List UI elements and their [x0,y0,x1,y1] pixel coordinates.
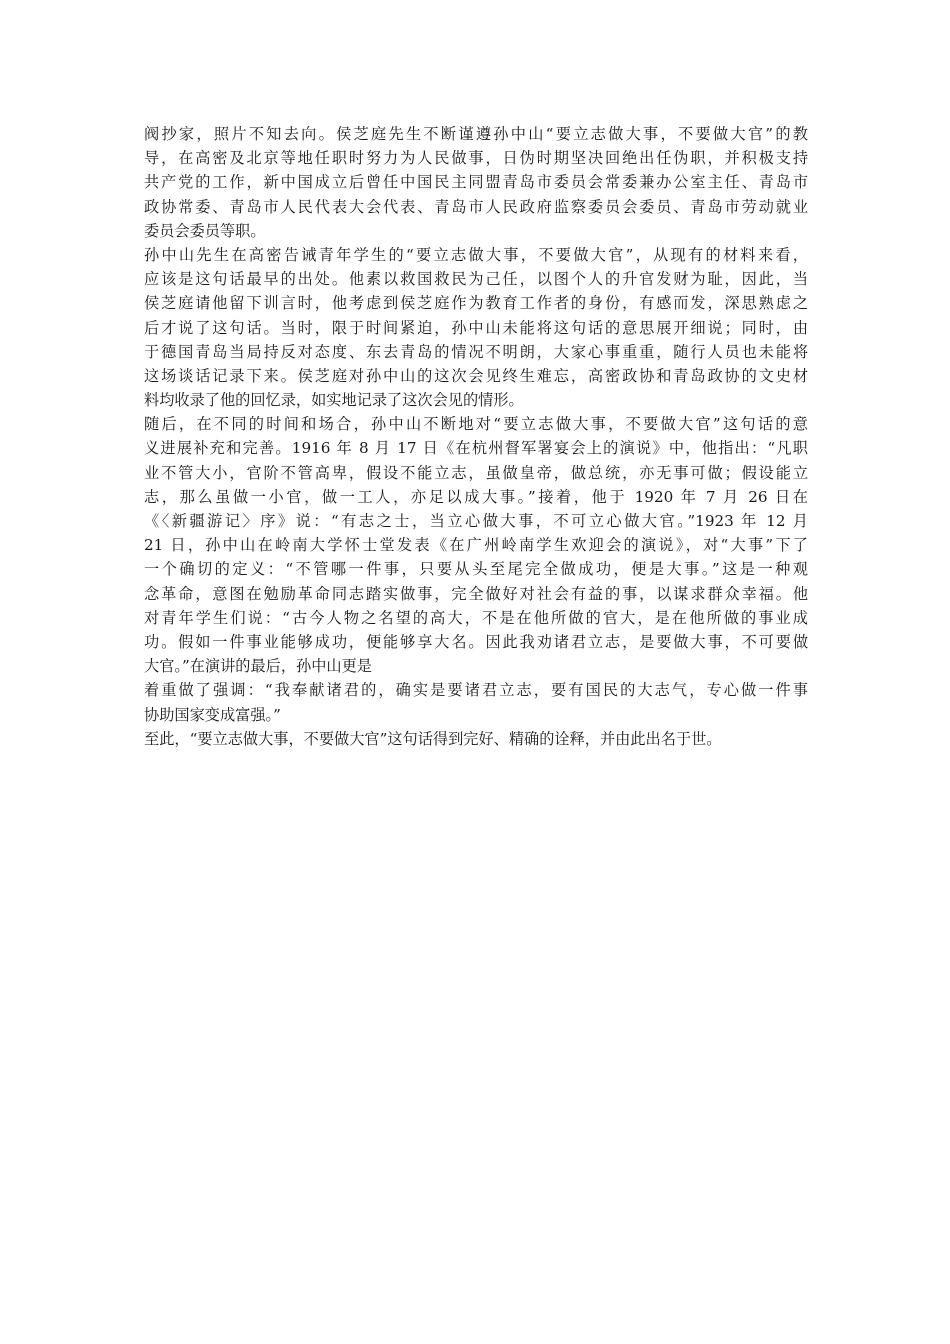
text-line: 《〈新疆游记〉序》说：“有志之士，当立心做大事，不可立心做大官。”1923 年 12 月 [144,512,808,530]
text-line: 着重做了强调：“我奉献诸君的，确实是要诸君立志，要有国民的大志气，专心做一件事 [144,681,808,700]
text-line: 至此，“要立志做大事，不要做大官”这句话得到完好、精确的诠释，并由此出名于世。 [144,729,722,748]
text-line: 侯芝庭请他留下训言时，他考虑到侯芝庭作为教育工作者的身份，有感而发，深思熟虑之 [144,294,808,313]
text-line: 政协常委、青岛市人民代表大会代表、青岛市人民政府监察委员会委员、青岛市劳动就业 [144,197,808,216]
text-line: 功。假如一件事业能够成功，便能够享大名。因此我劝诸君立志，是要做大事，不可要做 [144,632,808,651]
text-line: 义进展补充和完善。1916 年 8 月 17 日《在杭州督军署宴会上的演说》中，他指出：“凡职 [144,439,808,458]
text-line: 孙中山先生在高密告诫青年学生的“要立志做大事，不要做大官”，从现有的材料来看， [144,245,808,264]
text-line: 共产党的工作，新中国成立后曾任中国民主同盟青岛市委员会常委兼办公室主任、青岛市 [144,173,808,192]
text-line: 一个确切的定义：“不管哪一件事，只要从头至尾完全做成功，便是大事。”这是一种观 [144,560,808,579]
text-line: 协助国家变成富强。” [144,705,281,724]
text-line: 于德国青岛当局持反对态度、东去青岛的情况不明朗，大家心事重重，随行人员也未能将 [144,342,808,361]
text-line: 21 日，孙中山在岭南大学怀士堂发表《在广州岭南学生欢迎会的演说》，对“大事”下了 [144,536,808,555]
text-line: 业不管大小，官阶不管高卑，假设不能立志，虽做皇帝，做总统，亦无事可做；假设能立 [144,463,808,482]
text-line: 念革命，意图在勉励革命同志踏实做事，完全做好对社会有益的事，以谋求群众幸福。他 [144,584,808,603]
text-line: 阀抄家，照片不知去向。侯芝庭先生不断谨遵孙中山“要立志做大事，不要做大官”的教 [144,125,808,143]
text-line: 志，那么虽做一小官，做一工人，亦足以成大事。”接着，他于 1920 年 7 月 26 日在 [144,487,808,506]
text-line: 对青年学生们说：“古今人物之名望的高大，不是在他所做的官大，是在他所做的事业成 [144,608,808,627]
text-line: 导，在高密及北京等地任职时努力为人民做事，日伪时期坚决回绝出任伪职，并积极支持 [144,149,808,168]
text-line: 大官。”在演讲的最后，孙中山更是 [144,657,372,676]
text-line: 后才说了这句话。当时，限于时间紧迫，孙中山未能将这句话的意思展开细说；同时，由 [144,318,808,337]
text-line: 随后，在不同的时间和场合，孙中山不断地对“要立志做大事，不要做大官”这句话的意 [144,415,808,434]
text-line: 料均收录了他的回忆录，如实地记录了这次会见的情形。 [144,391,524,410]
document-body-text [144,122,808,751]
text-line: 应该是这句话最早的出处。他素以救国救民为己任，以图个人的升官发财为耻，因此，当 [144,270,808,289]
text-line: 这场谈话记录下来。侯芝庭对孙中山的这次会见终生难忘，高密政协和青岛政协的文史材 [144,366,808,385]
text-line: 委员会委员等职。 [144,221,266,240]
